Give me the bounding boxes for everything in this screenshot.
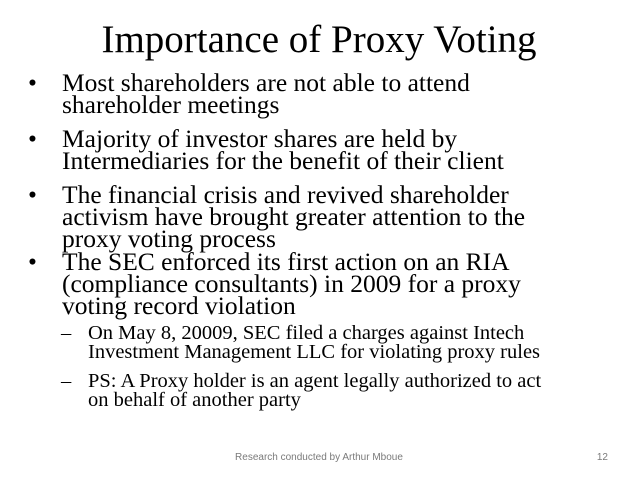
bullet-line: voting record violation: [62, 291, 296, 320]
bullet-line: Intermediaries for the benefit of their client: [62, 146, 504, 175]
bullet-item: [28, 180, 526, 253]
bullet-line: proxy voting process: [62, 224, 276, 253]
bullet-line: The financial crisis and revived shareholder: [62, 180, 509, 209]
bullet-item: [28, 68, 470, 119]
bullet-item: [28, 247, 521, 320]
bullet-line: Most shareholders are not able to attend: [62, 68, 470, 97]
bullet-item: [28, 124, 504, 175]
slide-title: Importance of Proxy Voting: [101, 18, 537, 61]
bullet-line: activism have brought greater attention to the: [62, 202, 526, 231]
bullet-line: shareholder meetings: [62, 90, 280, 119]
subbullet-marker: –: [61, 322, 72, 344]
bullet-line: The SEC enforced its first action on an RIA: [62, 247, 510, 276]
subbullet-marker: –: [61, 370, 72, 392]
subbullet-line: Investment Management LLC for violating proxy rules: [88, 341, 541, 363]
bullet-line: Majority of investor shares are held by: [62, 124, 458, 153]
bullet-marker: •: [28, 68, 37, 97]
bullet-marker: •: [28, 124, 37, 153]
subbullet-line: on behalf of another party: [88, 389, 301, 411]
page-number: 12: [596, 452, 608, 463]
slide-footer: Research conducted by Arthur Mboue: [235, 452, 403, 463]
subbullet-item: [61, 370, 542, 411]
subbullet-item: [61, 322, 541, 363]
bullet-marker: •: [28, 180, 37, 209]
subbullet-line: PS: A Proxy holder is an agent legally authorized to act: [88, 370, 542, 392]
bullet-marker: •: [28, 247, 37, 276]
bullet-line: (compliance consultants) in 2009 for a proxy: [62, 269, 521, 298]
subbullet-line: On May 8, 20009, SEC filed a charges against Intech: [88, 322, 525, 344]
